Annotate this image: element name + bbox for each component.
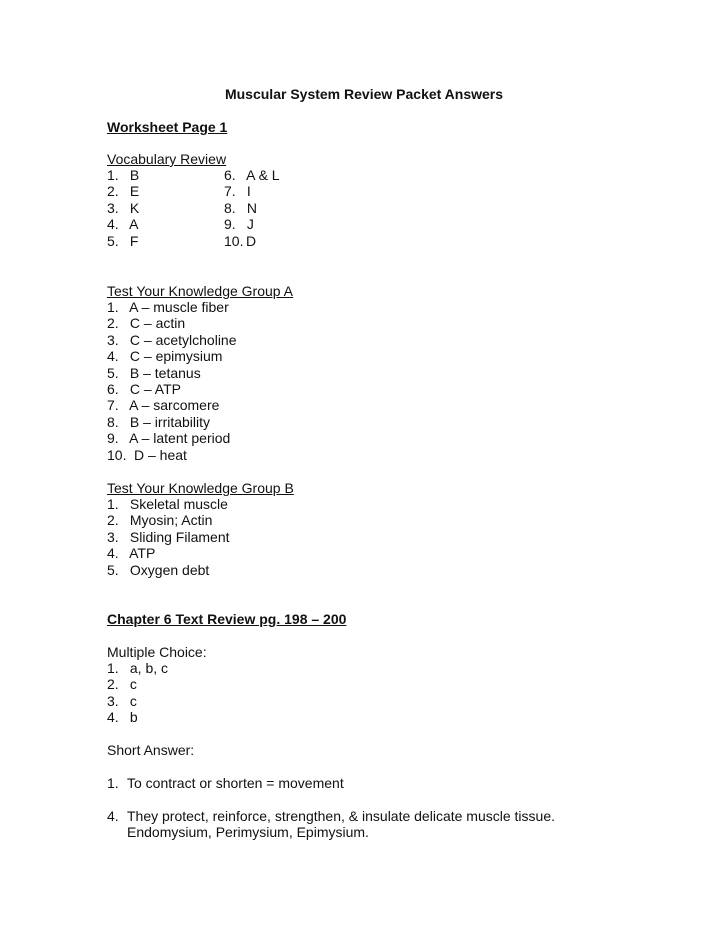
list-item: 2. C – actin [107,315,186,332]
list-item: 5. F [107,232,139,249]
list-item: 1. B [107,167,140,183]
list-item: 8. B – irritability [107,413,211,430]
list-item: 4. C – epimysium [107,348,223,365]
list-item: 1. a, b, c [107,660,169,676]
group-a-list [107,299,237,463]
list-item: 10. D [224,232,257,249]
list-item: 6. A & L [224,167,280,183]
short-answer-heading: Short Answer: [107,742,195,758]
list-item: 3. Sliding Filament [107,528,230,545]
list-item: 4. b [107,709,138,726]
list-item: 2. E [107,183,140,200]
list-item: 7. A – sarcomere [107,397,220,414]
list-item: 3. c [107,692,137,709]
list-item: 4. ATP [107,545,156,562]
multiple-choice-heading: Multiple Choice: [107,644,207,660]
list-item: 9. A – latent period [107,430,231,447]
short-answer-item: 4. They protect, reinforce, strengthen, & insulate delicate muscle tissue. Endomysium, Perimysium, Epimysium. [107,808,555,841]
list-item: 10. D – heat [107,446,187,463]
list-item: 1. Skeletal muscle [107,496,228,512]
group-b-list [107,496,230,578]
multiple-choice-list [107,660,168,726]
list-item: 7. I [224,183,251,200]
list-item: 1. A – muscle fiber [107,299,229,315]
list-item: 6. C – ATP [107,380,181,397]
list-item: 9. J [224,216,254,233]
list-item: 2. Myosin; Actin [107,512,213,529]
list-item: 5. Oxygen debt [107,561,210,578]
list-item: 3. K [107,199,140,216]
vocab-list-left [107,167,139,249]
group-a-heading: Test Your Knowledge Group A [107,283,294,299]
list-item: 2. c [107,676,137,693]
chapter-heading: Chapter 6 Text Review pg. 198 – 200 [107,611,347,627]
group-b-heading: Test Your Knowledge Group B [107,480,294,496]
document-title: Muscular System Review Packet Answers [224,86,504,102]
list-item: 8. N [224,199,258,216]
list-item: 5. B – tetanus [107,364,201,381]
short-answer-item: 1. To contract or shorten = movement [107,775,344,791]
vocab-heading: Vocabulary Review [107,151,227,167]
list-item: 3. C – acetylcholine [107,331,237,348]
vocab-list-right [224,167,280,249]
worksheet-heading: Worksheet Page 1 [107,119,228,135]
list-item: 4. A [107,216,139,233]
